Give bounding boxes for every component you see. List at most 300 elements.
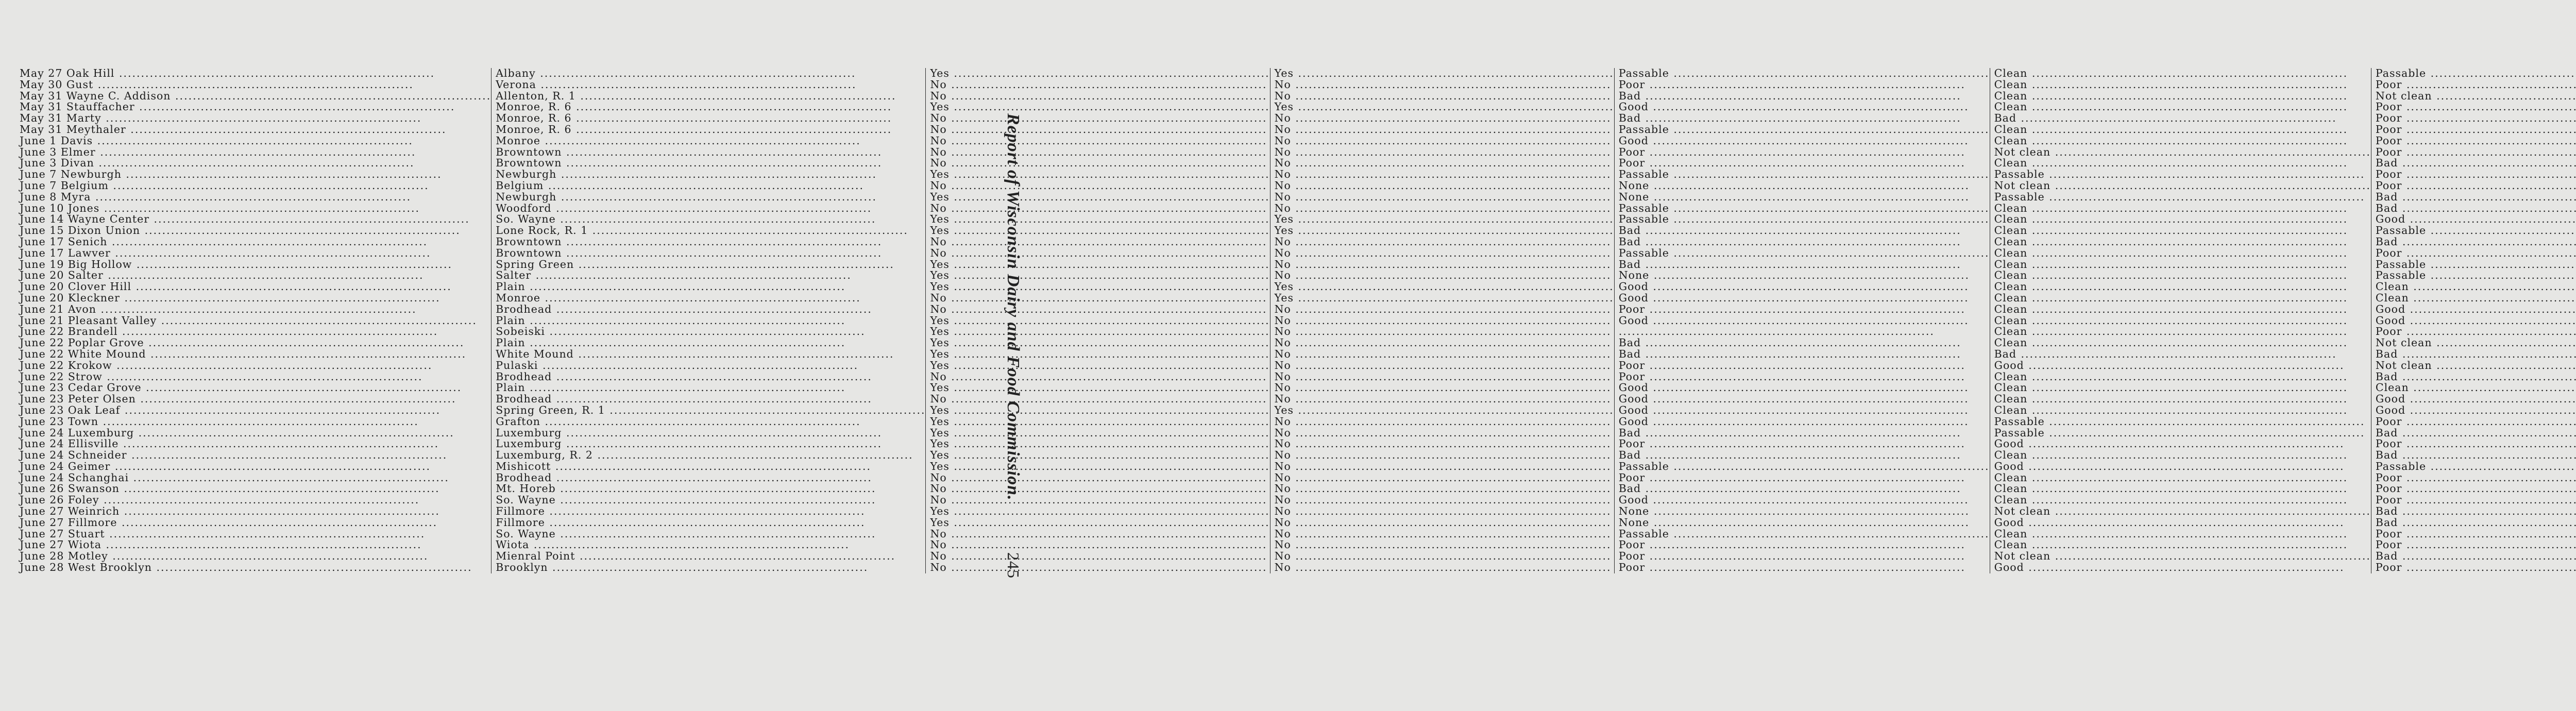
cell-post-office [492,438,926,450]
cell-text: Clean [1994,393,2028,405]
cell-text: May 31 Meythaler [20,123,126,136]
cell-col-7 [2371,147,2576,158]
cell-text: Poor [1618,145,1646,158]
cell-factory-name [20,225,492,236]
cell-col-6 [1990,79,2371,91]
cell-text: Clean [1994,258,2028,270]
cell-col-7 [2371,203,2576,214]
cell-post-office [492,382,926,394]
cell-text: Sobeiski [496,325,545,338]
cell-text: Not clean [2375,336,2432,349]
cell-text: Passable [2375,460,2427,472]
cell-col-5 [1614,472,1990,484]
cell-text: Bad [2375,449,2398,462]
cell-text: Browntown [496,246,562,259]
cell-col-5 [1614,214,1990,225]
table-row [20,495,2576,506]
cell-col-7 [2371,68,2576,79]
cell-col-4 [1270,101,1614,113]
cell-factory-name [20,450,492,461]
cell-factory-name [20,337,492,349]
table-row [20,394,2576,405]
cell-col-7 [2371,517,2576,529]
cell-text: Yes [930,168,950,181]
cell-text: Good [2375,403,2406,416]
cell-text: Belgium [496,179,544,192]
cell-post-office [492,192,926,203]
cell-col-5 [1614,236,1990,248]
cell-text: No [1274,123,1291,136]
cell-text: No [1274,168,1291,181]
cell-post-office [492,326,926,337]
cell-text: Yes [930,224,950,237]
cell-text: Good [1994,437,2024,450]
cell-factory-name [20,495,492,506]
cell-text: Not clean [1994,145,2051,158]
cell-text: Passable [1618,201,1669,214]
cell-text: Passable [2375,269,2427,282]
table-row [20,405,2576,416]
cell-factory-name [20,517,492,529]
cell-factory-name [20,281,492,293]
table-row [20,472,2576,484]
table-row [20,539,2576,551]
cell-text: Poor [2375,415,2402,428]
cell-col-3 [926,79,1270,91]
cell-text: Poor [2375,494,2402,506]
cell-text: Brodhead [496,302,552,315]
cell-text: Bad [2375,157,2398,170]
cell-text: Poor [1618,370,1646,383]
cell-text: Yes [1274,291,1294,304]
cell-post-office [492,529,926,540]
cell-text: So. Wayne [496,494,556,506]
cell-text: Bad [1618,482,1641,495]
cell-col-7 [2371,270,2576,281]
cell-col-7 [2371,124,2576,136]
cell-post-office [492,248,926,259]
cell-text: Poor [1618,550,1646,563]
cell-text: No [930,201,947,214]
cell-text: No [930,89,947,102]
cell-col-4 [1270,360,1614,371]
cell-factory-name [20,147,492,158]
cell-factory-name [20,326,492,337]
cell-col-7 [2371,259,2576,270]
cell-col-4 [1270,371,1614,383]
cell-text: Poor [2375,100,2402,113]
cell-text: Passable [1994,426,2045,439]
cell-col-4 [1270,428,1614,439]
cell-text: Poor [2375,123,2402,136]
cell-col-3 [926,495,1270,506]
cell-col-3 [926,124,1270,136]
cell-text: June 27 Wiota [20,538,101,551]
cell-post-office [492,483,926,495]
cell-col-4 [1270,68,1614,79]
cell-text: Good [1618,134,1649,147]
cell-text: No [930,145,947,158]
cell-text: Bad [2375,516,2398,529]
cell-col-7 [2371,394,2576,405]
cell-text: Clean [1994,235,2028,248]
cell-factory-name [20,360,492,371]
cell-col-3 [926,405,1270,416]
table-row [20,428,2576,439]
cell-col-7 [2371,450,2576,461]
cell-text: Yes [930,415,950,428]
cell-text: Bad [2375,235,2398,248]
cell-col-5 [1614,326,1990,337]
cell-text: No [930,246,947,259]
cell-col-4 [1270,203,1614,214]
cell-post-office [492,180,926,192]
cell-col-6 [1990,483,2371,495]
cell-text: Plain [496,381,526,394]
cell-text: No [1274,258,1291,270]
cell-col-4 [1270,551,1614,562]
table-row [20,281,2576,293]
cell-text: Yes [930,505,950,518]
table-row [20,506,2576,517]
cell-col-6 [1990,382,2371,394]
cell-text: Passable [1618,123,1669,136]
cell-text: Good [1618,291,1649,304]
cell-text: Yes [930,314,950,327]
table-row [20,192,2576,203]
cell-col-7 [2371,438,2576,450]
cell-text: June 20 Clover Hill [20,280,132,293]
cell-col-3 [926,101,1270,113]
cell-text: May 30 Gust [20,78,94,91]
cell-col-6 [1990,124,2371,136]
cell-col-6 [1990,192,2371,203]
cell-factory-name [20,483,492,495]
cell-col-3 [926,147,1270,158]
cell-col-3 [926,360,1270,371]
cell-text: No [1274,482,1291,495]
cell-col-5 [1614,293,1990,304]
cell-col-5 [1614,529,1990,540]
cell-text: Poor [1618,437,1646,450]
cell-text: Clean [1994,494,2028,506]
cell-text: Not clean [1994,179,2051,192]
cell-text: Bad [1618,336,1641,349]
cell-text: No [930,494,947,506]
cell-col-6 [1990,304,2371,315]
cell-text: Mienral Point [496,550,575,563]
cell-text: Brodhead [496,393,552,405]
table-row [20,248,2576,259]
table-row [20,124,2576,136]
cell-post-office [492,293,926,304]
cell-text: Poor [1618,538,1646,551]
cell-col-3 [926,315,1270,327]
cell-text: Clean [1994,370,2028,383]
cell-col-4 [1270,225,1614,236]
cell-text: Yes [930,190,950,203]
cell-text: Good [2375,393,2406,405]
cell-text: June 24 Schneider [20,449,127,462]
cell-col-7 [2371,113,2576,124]
cell-factory-name [20,428,492,439]
cell-factory-name [20,91,492,102]
cell-text: No [1274,471,1291,484]
cell-col-3 [926,91,1270,102]
cell-text: No [930,78,947,91]
cell-text: No [1274,201,1291,214]
cell-post-office [492,371,926,383]
cell-col-4 [1270,315,1614,327]
cell-col-5 [1614,136,1990,147]
cell-col-3 [926,472,1270,484]
cell-col-7 [2371,428,2576,439]
cell-text: Yes [1274,67,1294,79]
cell-col-4 [1270,539,1614,551]
cell-col-7 [2371,101,2576,113]
cell-col-3 [926,461,1270,472]
cell-text: Passable [2375,224,2427,237]
cell-col-6 [1990,405,2371,416]
cell-col-6 [1990,113,2371,124]
cell-col-5 [1614,371,1990,383]
cell-col-6 [1990,326,2371,337]
cell-text: Allenton, R. 1 [496,89,576,102]
cell-col-6 [1990,495,2371,506]
cell-text: Clean [1994,123,2028,136]
cell-text: Luxemburg [496,437,562,450]
cell-text: No [1274,347,1291,360]
cell-text: Yes [930,359,950,371]
cell-factory-name [20,270,492,281]
cell-col-6 [1990,101,2371,113]
cell-text: June 3 Divan [20,157,94,170]
cell-col-7 [2371,495,2576,506]
cell-text: No [930,302,947,315]
cell-col-6 [1990,551,2371,562]
cell-col-5 [1614,315,1990,327]
cell-text: Clean [1994,269,2028,282]
cell-col-4 [1270,326,1614,337]
cell-text: Clean [1994,67,2028,79]
cell-text: Monroe, R. 6 [496,123,572,136]
cell-post-office [492,315,926,327]
cell-col-3 [926,394,1270,405]
cell-text: Luxemburg, R. 2 [496,449,593,462]
cell-text: Not clean [2375,359,2432,371]
cell-col-3 [926,214,1270,225]
cell-col-4 [1270,304,1614,315]
cell-factory-name [20,169,492,180]
cell-text: No [1274,190,1291,203]
cell-text: June 20 Kleckner [20,291,120,304]
cell-col-6 [1990,360,2371,371]
cell-factory-name [20,136,492,147]
cell-text: No [1274,359,1291,371]
cell-text: Passable [2375,258,2427,270]
cell-text: No [930,134,947,147]
cell-text: Good [1994,460,2024,472]
table-row [20,225,2576,236]
cell-text: Clean [1994,246,2028,259]
cell-text: None [1618,269,1650,282]
cell-text: None [1618,190,1650,203]
cell-col-5 [1614,539,1990,551]
cell-col-3 [926,349,1270,360]
cell-text: Poor [2375,246,2402,259]
cell-col-3 [926,281,1270,293]
cell-col-5 [1614,562,1990,573]
cell-text: June 21 Avon [20,302,96,315]
cell-text: Yes [1274,213,1294,226]
cell-text: Yes [930,460,950,472]
cell-col-7 [2371,506,2576,517]
cell-col-5 [1614,394,1990,405]
cell-text: No [930,482,947,495]
cell-col-7 [2371,349,2576,360]
cell-factory-name [20,236,492,248]
cell-text: Clean [1994,482,2028,495]
cell-col-7 [2371,551,2576,562]
cell-col-5 [1614,428,1990,439]
table-row [20,236,2576,248]
table-row [20,113,2576,124]
cell-text: Poor [2375,325,2402,338]
cell-text: Good [1618,393,1649,405]
cell-text: Good [1994,359,2024,371]
cell-text: June 27 Stuart [20,527,105,540]
cell-text: No [1274,505,1291,518]
cell-text: No [1274,449,1291,462]
cell-text: May 31 Wayne C. Addison [20,89,171,102]
cell-col-3 [926,539,1270,551]
cell-text: White Mound [496,347,574,360]
cell-text: Passable [1618,246,1669,259]
cell-text: Yes [930,347,950,360]
cell-text: June 22 White Mound [20,347,146,360]
cell-col-4 [1270,394,1614,405]
cell-col-6 [1990,169,2371,180]
cell-text: May 31 Marty [20,112,101,125]
running-head: Report of Wisconsin Dairy and Food Commission. [1004,113,1023,501]
cell-col-4 [1270,124,1614,136]
cell-post-office [492,562,926,573]
cell-col-3 [926,483,1270,495]
table-row [20,416,2576,428]
cell-col-6 [1990,394,2371,405]
cell-text: June 28 West Brooklyn [20,561,152,574]
cell-text: June 17 Senich [20,235,108,248]
cell-col-5 [1614,180,1990,192]
cell-col-7 [2371,382,2576,394]
cell-col-7 [2371,371,2576,383]
cell-text: Spring Green, R. 1 [496,403,605,416]
cell-col-7 [2371,214,2576,225]
cell-factory-name [20,539,492,551]
cell-text: Passable [1618,460,1669,472]
cell-col-3 [926,270,1270,281]
cell-factory-name [20,68,492,79]
cell-text: No [1274,437,1291,450]
cell-col-4 [1270,450,1614,461]
cell-col-5 [1614,304,1990,315]
table-row [20,214,2576,225]
cell-col-3 [926,371,1270,383]
table-row [20,158,2576,169]
cell-text: Bad [1618,224,1641,237]
cell-text: Bad [1618,347,1641,360]
cell-col-7 [2371,236,2576,248]
cell-text: No [930,471,947,484]
cell-post-office [492,259,926,270]
table-row [20,101,2576,113]
cell-text: Poor [1618,359,1646,371]
cell-text: Plain [496,280,526,293]
cell-text: Browntown [496,145,562,158]
cell-factory-name [20,472,492,484]
cell-text: Good [2375,314,2406,327]
cell-col-6 [1990,562,2371,573]
cell-col-5 [1614,551,1990,562]
cell-col-4 [1270,416,1614,428]
cell-text: Good [1618,494,1649,506]
table-row [20,529,2576,540]
cell-factory-name [20,394,492,405]
cell-text: Monroe, R. 6 [496,100,572,113]
cell-text: No [1274,89,1291,102]
cell-col-3 [926,180,1270,192]
cell-col-4 [1270,236,1614,248]
cell-col-6 [1990,315,2371,327]
cell-post-office [492,495,926,506]
cell-factory-name [20,180,492,192]
cell-text: June 10 Jones [20,201,100,214]
cell-col-6 [1990,214,2371,225]
cell-text: Bad [1618,426,1641,439]
cell-text: June 26 Swanson [20,482,120,495]
page-number: 245 [1004,552,1023,579]
cell-text: June 23 Peter Olsen [20,393,136,405]
cell-col-5 [1614,360,1990,371]
cell-text: Clean [1994,302,2028,315]
cell-text: Clean [1994,336,2028,349]
cell-post-office [492,91,926,102]
cell-factory-name [20,214,492,225]
cell-col-4 [1270,113,1614,124]
cell-post-office [492,349,926,360]
cell-text: Clean [1994,403,2028,416]
cell-col-3 [926,68,1270,79]
cell-col-3 [926,136,1270,147]
cell-col-3 [926,529,1270,540]
cell-col-5 [1614,248,1990,259]
cell-col-5 [1614,225,1990,236]
cell-col-7 [2371,472,2576,484]
table-row [20,349,2576,360]
cell-text: No [1274,157,1291,170]
cell-col-4 [1270,483,1614,495]
cell-post-office [492,101,926,113]
cell-text: Bad [1618,112,1641,125]
cell-post-office [492,281,926,293]
cell-col-7 [2371,79,2576,91]
cell-text: Clean [1994,538,2028,551]
cell-post-office [492,79,926,91]
cell-col-5 [1614,169,1990,180]
cell-col-7 [2371,180,2576,192]
cell-col-6 [1990,91,2371,102]
cell-col-6 [1990,248,2371,259]
